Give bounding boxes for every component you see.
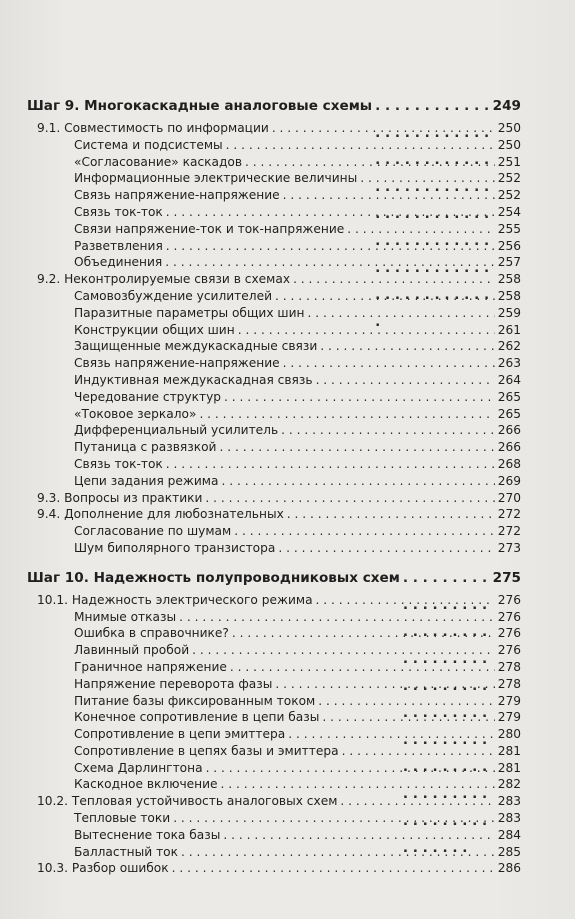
- toc-section-page: 270: [497, 490, 521, 505]
- toc-section-title: 10.1. Надежность электрического режима: [37, 592, 313, 607]
- toc-leader: [173, 810, 495, 827]
- toc-item-title: Питание базы фиксированным током: [74, 693, 316, 708]
- toc-item-page: 281: [497, 760, 521, 775]
- toc-leader: [221, 473, 494, 490]
- toc-item-page: 264: [497, 372, 521, 387]
- toc-section-page: 283: [497, 794, 521, 809]
- toc-item-title: Мнимые отказы: [74, 609, 177, 624]
- toc-item: [27, 338, 521, 355]
- toc-item-title: Связь напряжение-напряжение: [74, 356, 280, 371]
- toc-item: [27, 238, 521, 255]
- toc-leader: [226, 137, 495, 154]
- toc-item-title: Разветвления: [74, 238, 163, 253]
- toc-item-page: 257: [497, 255, 521, 270]
- toc-item: [27, 709, 521, 726]
- toc-section-page: 286: [497, 861, 521, 876]
- toc-item-title: Шум биполярного транзистора: [74, 540, 276, 555]
- toc-leader: [219, 439, 494, 456]
- toc-leader: [322, 709, 494, 726]
- toc-leader: [166, 204, 495, 221]
- toc-item-page: 268: [497, 456, 521, 471]
- toc-item: [27, 726, 521, 743]
- toc-section: [27, 592, 521, 609]
- toc-item-title: Конечное сопротивление в цепи базы: [74, 710, 320, 725]
- toc-section-title: 9.2. Неконтролируемые связи в схемах: [37, 272, 291, 287]
- toc-leader: [181, 844, 495, 861]
- toc-section-page: 272: [497, 507, 521, 522]
- toc-item-page: 281: [497, 743, 521, 758]
- toc-item-page: 258: [497, 288, 521, 303]
- toc-section-title: 9.1. Совместимость по информации: [37, 121, 269, 135]
- toc-item-page: 284: [497, 827, 521, 842]
- toc-item-page: 250: [497, 137, 521, 152]
- toc-item-title: Самовозбуждение усилителей: [74, 288, 272, 303]
- toc-item-page: 261: [497, 322, 521, 337]
- toc-item-page: 278: [497, 676, 521, 691]
- toc-leader: [166, 238, 495, 255]
- toc-leader: [221, 776, 495, 793]
- toc-leader: [224, 389, 495, 406]
- toc-item-title: Связь напряжение-напряжение: [74, 188, 280, 203]
- toc-item-page: 276: [497, 609, 521, 624]
- toc-item-page: 285: [497, 844, 521, 859]
- toc-leader: [172, 860, 495, 877]
- toc-section: [27, 271, 521, 288]
- toc-item-title: Лавинный пробой: [74, 643, 190, 658]
- toc-item-title: Тепловые токи: [74, 811, 171, 826]
- toc-item: [27, 170, 521, 187]
- toc-chapter-title: Шаг 9. Многокаскадные аналоговые схемы: [27, 98, 373, 114]
- toc-item-title: Индуктивная междукаскадная связь: [74, 372, 313, 387]
- toc-item-page: 279: [497, 710, 521, 725]
- toc-item-page: 276: [497, 643, 521, 658]
- toc-leader: [272, 120, 495, 137]
- toc-item-title: Цепи задания режима: [74, 473, 219, 488]
- toc-item-page: 251: [497, 154, 521, 169]
- toc-item: [27, 844, 521, 861]
- toc-item: [27, 693, 521, 710]
- toc-leader: [199, 406, 494, 423]
- toc-item: [27, 776, 521, 793]
- toc-item-title: Конструкции общих шин: [74, 322, 235, 337]
- toc-item: [27, 422, 521, 439]
- toc-item: [27, 204, 521, 221]
- toc-item: [27, 221, 521, 238]
- toc-item-page: 266: [497, 423, 521, 438]
- toc-leader: [283, 355, 495, 372]
- toc-leader: [245, 154, 495, 171]
- toc-item: [27, 187, 521, 204]
- toc-item-page: 283: [497, 811, 521, 826]
- toc-item: [27, 760, 521, 777]
- toc-item: [27, 827, 521, 844]
- toc-item-page: 262: [497, 339, 521, 354]
- toc-item: [27, 540, 521, 557]
- toc-leader: [206, 760, 495, 777]
- toc-item-title: Чередование структур: [74, 389, 222, 404]
- toc-item: [27, 456, 521, 473]
- toc-item-page: 265: [497, 406, 521, 421]
- toc-item: [27, 322, 521, 339]
- toc-item-title: Путаница с развязкой: [74, 440, 217, 455]
- toc-leader: [281, 422, 495, 439]
- toc-item: [27, 676, 521, 693]
- toc-item: [27, 743, 521, 760]
- toc-leader: [275, 676, 494, 693]
- toc-chapter-page: 249: [492, 98, 521, 114]
- toc-leader: [192, 642, 495, 659]
- toc-item: [27, 305, 521, 322]
- toc-leader: [238, 322, 495, 339]
- toc-item-page: 272: [497, 524, 521, 539]
- toc-item-page: 256: [497, 238, 521, 253]
- toc-item-page: 252: [497, 171, 521, 186]
- toc-section: [27, 860, 521, 877]
- toc-item-title: Дифференциальный усилитель: [74, 423, 279, 438]
- toc-item-title: Связи напряжение-ток и ток-напряжение: [74, 221, 345, 236]
- toc-item: [27, 389, 521, 406]
- toc-item: [27, 406, 521, 423]
- toc-item-page: 266: [497, 440, 521, 455]
- toc-item-page: 280: [497, 727, 521, 742]
- toc-item-title: Сопротивление в цепи эмиттера: [74, 727, 286, 742]
- toc-chapter-title: Шаг 10. Надежность полупроводниковых схем: [27, 569, 400, 586]
- toc-item: [27, 355, 521, 372]
- toc-leader: [347, 221, 494, 238]
- toc-section-page: 276: [497, 592, 521, 607]
- toc-item: [27, 473, 521, 490]
- toc-item-title: Вытеснение тока базы: [74, 827, 221, 842]
- toc-leader: [232, 625, 495, 642]
- toc-item-title: Связь ток-ток: [74, 204, 163, 219]
- toc-section-title: 9.3. Вопросы из практики: [37, 490, 203, 505]
- toc-section: [27, 490, 521, 507]
- toc-item-title: Паразитные параметры общих шин: [74, 305, 305, 320]
- toc-item-title: Балластный ток: [74, 844, 178, 859]
- toc-leader: [293, 271, 495, 288]
- toc-leader: [342, 743, 495, 760]
- toc-section: [27, 506, 521, 523]
- toc-item-title: Сопротивление в цепях базы и эмиттера: [74, 743, 339, 758]
- toc-item: [27, 609, 521, 626]
- toc-item-title: «Согласование» каскадов: [74, 154, 243, 169]
- toc-chapter: [27, 93, 521, 120]
- toc-item-title: «Токовое зеркало»: [74, 406, 197, 421]
- toc-item: [27, 625, 521, 642]
- toc-item-page: 279: [497, 693, 521, 708]
- toc-section-title: 10.3. Разбор ошибок: [37, 861, 169, 876]
- toc-item-page: 254: [497, 204, 521, 219]
- toc-item-page: 278: [497, 659, 521, 674]
- toc-leader: [318, 693, 494, 710]
- toc-item-page: 282: [497, 777, 521, 792]
- toc-leader: [307, 305, 494, 322]
- toc-item-title: Напряжение переворота фазы: [74, 676, 273, 691]
- toc-section: [27, 120, 521, 137]
- toc-item: [27, 659, 521, 676]
- toc-leader: [223, 827, 494, 844]
- toc-item-title: Защищенные междукаскадные связи: [74, 339, 318, 354]
- toc-item: [27, 810, 521, 827]
- toc-item-page: 276: [497, 626, 521, 641]
- toc-leader: [165, 254, 494, 271]
- toc-item-title: Согласование по шумам: [74, 524, 232, 539]
- toc-item-title: Объединения: [74, 255, 163, 270]
- toc-item: [27, 288, 521, 305]
- toc-item: [27, 254, 521, 271]
- toc-item-title: Граничное напряжение: [74, 659, 227, 674]
- toc-leader: [278, 540, 494, 557]
- toc-section: [27, 793, 521, 810]
- toc-leader: [283, 187, 495, 204]
- toc-item-title: Система и подсистемы: [74, 137, 223, 152]
- toc-section-page: 258: [497, 272, 521, 287]
- table-of-contents: [27, 93, 521, 877]
- toc-leader: [275, 288, 495, 305]
- toc-leader: [288, 726, 495, 743]
- toc-item-page: 273: [497, 540, 521, 555]
- toc-leader: [234, 523, 495, 540]
- toc-item-title: Связь ток-ток: [74, 456, 163, 471]
- toc-item: [27, 372, 521, 389]
- toc-leader: [166, 456, 495, 473]
- toc-item: [27, 137, 521, 154]
- toc-item-page: 252: [497, 188, 521, 203]
- toc-leader: [179, 609, 495, 626]
- toc-item-title: Ошибка в справочнике?: [74, 626, 229, 641]
- toc-section-title: 9.4. Дополнение для любознательных: [37, 507, 284, 522]
- toc-item: [27, 642, 521, 659]
- toc-leader: [360, 170, 495, 187]
- toc-chapter-page: 275: [492, 569, 521, 586]
- toc-leader: [205, 490, 494, 507]
- toc-leader: [287, 506, 495, 523]
- toc-section-title: 10.2. Тепловая устойчивость аналоговых схем: [37, 794, 338, 809]
- toc-chapter: [27, 565, 521, 592]
- toc-item-title: Схема Дарлингтона: [74, 760, 203, 775]
- toc-item: [27, 439, 521, 456]
- toc-section-page: 250: [497, 121, 521, 135]
- toc-item-page: 265: [497, 389, 521, 404]
- toc-leader: [316, 592, 495, 609]
- toc-item: [27, 523, 521, 540]
- toc-leader: [230, 659, 495, 676]
- toc-item: [27, 154, 521, 171]
- toc-leader: [320, 338, 494, 355]
- toc-item-page: 259: [497, 305, 521, 320]
- toc-item-title: Каскодное включение: [74, 777, 218, 792]
- toc-item-page: 269: [497, 473, 521, 488]
- toc-leader: [340, 793, 494, 810]
- toc-leader: [316, 372, 495, 389]
- toc-item-page: 255: [497, 221, 521, 236]
- toc-item-title: Информационные электрические величины: [74, 171, 358, 186]
- toc-item-page: 263: [497, 356, 521, 371]
